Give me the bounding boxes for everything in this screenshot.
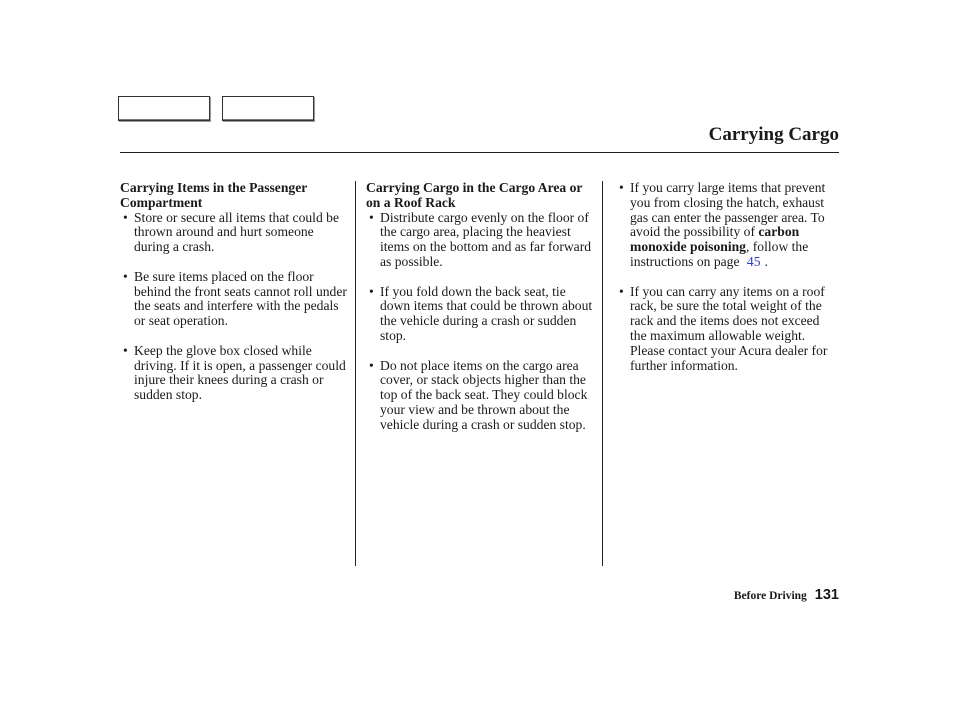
bullet-list: [120, 211, 348, 403]
list-item-text: If you carry large items that prevent you from closing the hatch, exhaust gas can enter the passenger area. To avoid the possibility of: [630, 180, 826, 240]
list-item: • Do not place items on the cargo area cover, or stack objects higher than the top of the back seat. They could block your view and be thrown about the vehicle during a crash or sudden stop.: [366, 359, 596, 433]
nav-button-next[interactable]: [222, 96, 314, 121]
list-item-text: .: [764, 253, 768, 269]
title-divider: [120, 152, 839, 153]
list-item: • Distribute cargo evenly on the floor of the cargo area, placing the heaviest items on the bottom and as far forward as possible.: [366, 211, 596, 270]
footer-section-name: Before Driving: [733, 590, 807, 602]
list-item: • Keep the glove box closed while driving. If it is open, a passenger could injure their knees during a crash or sudden stop.: [120, 344, 348, 403]
column-divider: [602, 181, 603, 566]
list-item: • Store or secure all items that could be thrown around and hurt someone during a crash.: [120, 211, 348, 255]
list-item: • Be sure items placed on the floor behind the front seats cannot roll under the seats and interfere with the pedals or seat operation.: [120, 270, 348, 329]
list-item: • If you fold down the back seat, tie down items that could be thrown about the vehicle during a crash or sudden stop.: [366, 285, 596, 344]
page-title: Carrying Cargo: [708, 124, 839, 145]
section-heading: Carrying Items in the Passenger Compartment: [120, 180, 308, 210]
bullet-list: [616, 181, 838, 373]
column-passenger-compartment: [120, 181, 348, 403]
column-divider: [355, 181, 356, 566]
column-cargo-area: [366, 181, 596, 433]
list-item: [616, 181, 838, 270]
nav-button-previous[interactable]: [118, 96, 210, 121]
bullet-list: [366, 211, 596, 433]
list-item: • If you can carry any items on a roof rack, be sure the total weight of the rack and the items does not exceed the maximum allowable weight. Please contact your Acura dealer for further information.: [616, 285, 838, 374]
section-heading: Carrying Cargo in the Cargo Area or on a Roof Rack: [366, 180, 583, 210]
page-footer: [734, 586, 839, 604]
list-item-text: , follow the instructions on page: [630, 239, 809, 269]
bold-term: carbon monoxide poisoning: [630, 224, 800, 255]
page-link[interactable]: 45: [746, 253, 761, 269]
column-large-items: [616, 181, 838, 373]
page-number: 131: [814, 587, 839, 603]
